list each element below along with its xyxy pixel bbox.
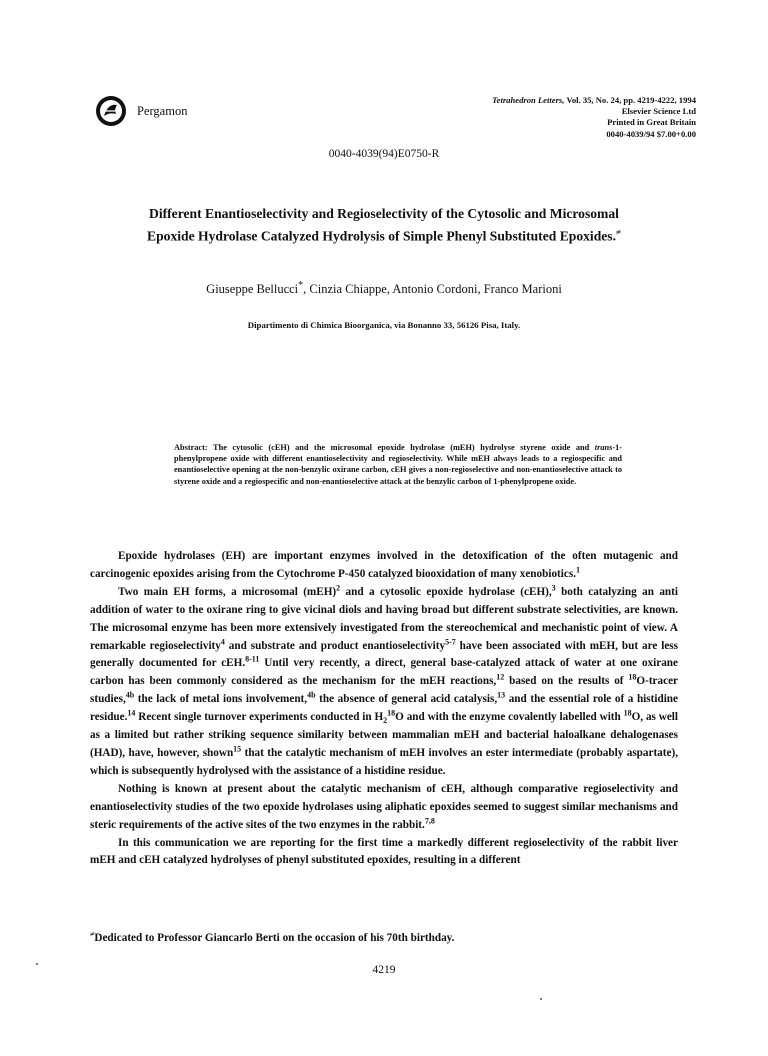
corresponding-author-mark: * <box>298 280 304 291</box>
body-text <box>90 548 678 870</box>
reference-mark: 4b <box>125 690 135 700</box>
reference-mark: 5-7 <box>445 636 456 646</box>
journal-info <box>492 95 696 140</box>
pergamon-logo <box>95 95 127 127</box>
text-run: and the essential role of a histidine residue. <box>90 693 678 724</box>
text-run: that the catalytic mechanism of mEH involves an ester intermediate (probably aspartate), which is subsequently hydrolysed with the assistance of a histidine residue. <box>90 746 678 777</box>
footnote-marker: ≠ <box>90 929 95 939</box>
footnote-text: Dedicated to Professor Giancarlo Berti on the occasion of his 70th birthday. <box>94 932 455 944</box>
text-run: O and with the enzyme covalently labelled with <box>395 711 624 724</box>
doi-code: 0040-4039(94)E0750-R <box>328 148 440 160</box>
reference-mark: 2 <box>336 583 341 593</box>
publisher-name: Pergamon <box>137 104 188 118</box>
subscript: 2 <box>383 716 388 726</box>
text-run: O-tracer studies, <box>90 675 678 706</box>
text-run: the lack of metal ions involvement, <box>134 693 308 706</box>
copyright-holder: Elsevier Science Ltd <box>621 106 696 117</box>
text-run: and a cytosolic epoxide hydrolase (cEH), <box>340 585 552 598</box>
title-footnote-marker: ≠ <box>615 227 621 237</box>
text-run: the absence of general acid catalysis, <box>315 693 498 706</box>
isotope-mark: 18 <box>387 708 396 718</box>
journal-citation: Vol. 35, No. 24, pp. 4219-4222, 1994 <box>566 95 696 105</box>
scan-speck <box>36 963 38 965</box>
scan-speck <box>540 998 542 1000</box>
text-run: Until very recently, a direct, general base-catalyzed attack of water at one oxirane carbon has been commonly considered as the mechanism for the mEH reactions, <box>90 657 678 688</box>
footnote <box>90 929 678 944</box>
paragraph-4 <box>90 835 678 871</box>
paragraph-1 <box>90 548 678 584</box>
reference-mark: 3 <box>551 583 556 593</box>
title-line-1: Different Enantioselectivity and Regioselectivity of the Cytosolic and Microsomal <box>149 206 619 221</box>
text-run: O, as well as a limited but rather striking sequence similarity between mammalian mEH and bacterial haloalkane dehalogenases (HAD), have, however, shown <box>90 711 678 759</box>
reference-mark: 4b <box>307 690 316 700</box>
journal-citation-line <box>492 95 696 106</box>
title-line-2-text: Epoxide Hydrolase Catalyzed Hydrolysis of Simple Phenyl Substituted Epoxides. <box>147 228 616 244</box>
abstract-italic-term: trans <box>594 443 613 452</box>
text-run: Epoxide hydrolases (EH) are important enzymes involved in the detoxification of the often mutagenic and carcinogenic epoxides arising from the Cytochrome P-450 catalyzed biooxidation of many xenobiotics. <box>90 550 678 580</box>
text-run: Nothing is known at present about the catalytic mechanism of cEH, although comparative regioselectivity and enantioselectivity studies of the two epoxide hydrolases using aliphatic epoxides seemed to suggest similar mechanisms and steric requirements of the active sites of the two enzymes in the rabbit. <box>90 782 678 831</box>
text-run: In this communication we are reporting for the first time a markedly different regioselectivity of the rabbit liver mEH and cEH catalyzed hydrolyses of phenyl substituted epoxides, resulting in a different <box>90 836 678 867</box>
price-code: 0040-4039/94 $7.00+0.00 <box>606 128 696 139</box>
text-run: have been associated with mEH, but are less generally documented for cEH. <box>90 639 679 670</box>
abstract <box>174 442 622 487</box>
article-title <box>90 204 678 246</box>
isotope-mark: 18 <box>628 672 637 682</box>
page-number: 4219 <box>372 964 396 976</box>
reference-mark: 1 <box>576 565 580 575</box>
abstract-label: Abstract: <box>174 443 208 452</box>
text-run: both catalyzing an anti addition of water to the oxirane ring to give vicinal diols and having broad but different substrate selectivities, are known. The microsomal enzyme has been more extensively investigated from the stereochemical and mechanistic point of view. A remarkable regioselectivity <box>90 585 678 652</box>
reference-mark: 12 <box>496 672 505 682</box>
text-run: Two main EH forms, a microsomal (mEH) <box>118 585 337 598</box>
reference-mark: 14 <box>127 708 136 718</box>
reference-mark: 7,8 <box>424 815 435 825</box>
abstract-text-part-1: The cytosolic (cEH) and the microsomal epoxide hydrolase (mEH) hydrolyse styrene oxide and <box>207 443 595 452</box>
text-run: and substrate and product enantioselectivity <box>224 639 446 652</box>
reference-mark: 4 <box>220 636 225 646</box>
abstract-text-part-2: -1-phenylpropene oxide with different enantioselectivity and regioselectivity. While mEH always leads to a regiospecific and enantioselective opening at the non-benzylic oxirane carbon, cEH gives a non-regioselective and non-enantioselective attack to styrene oxide and a regiospecific and non-enantioselective attack at the benzylic carbon of 1-phenylpropene oxide. <box>174 443 622 486</box>
text-run: based on the results of <box>504 675 629 688</box>
paragraph-3 <box>90 781 678 835</box>
isotope-mark: 18 <box>623 708 632 718</box>
title-line-2 <box>90 223 678 246</box>
reference-mark: 8-11 <box>245 654 260 664</box>
journal-name: Tetrahedron Letters, <box>492 95 565 105</box>
other-authors: , Cinzia Chiappe, Antonio Cordoni, Franco Marioni <box>303 282 562 297</box>
reference-mark: 13 <box>497 690 506 700</box>
affiliation: Dipartimento di Chimica Bioorganica, via Bonanno 33, 56126 Pisa, Italy. <box>247 320 521 330</box>
printed-in: Printed in Great Britain <box>607 117 696 128</box>
paragraph-2 <box>90 584 678 781</box>
reference-mark: 15 <box>233 744 242 754</box>
author-list <box>0 280 768 297</box>
text-run: Recent single turnover experiments conducted in H <box>135 711 384 724</box>
first-author: Giuseppe Bellucci <box>206 282 299 297</box>
